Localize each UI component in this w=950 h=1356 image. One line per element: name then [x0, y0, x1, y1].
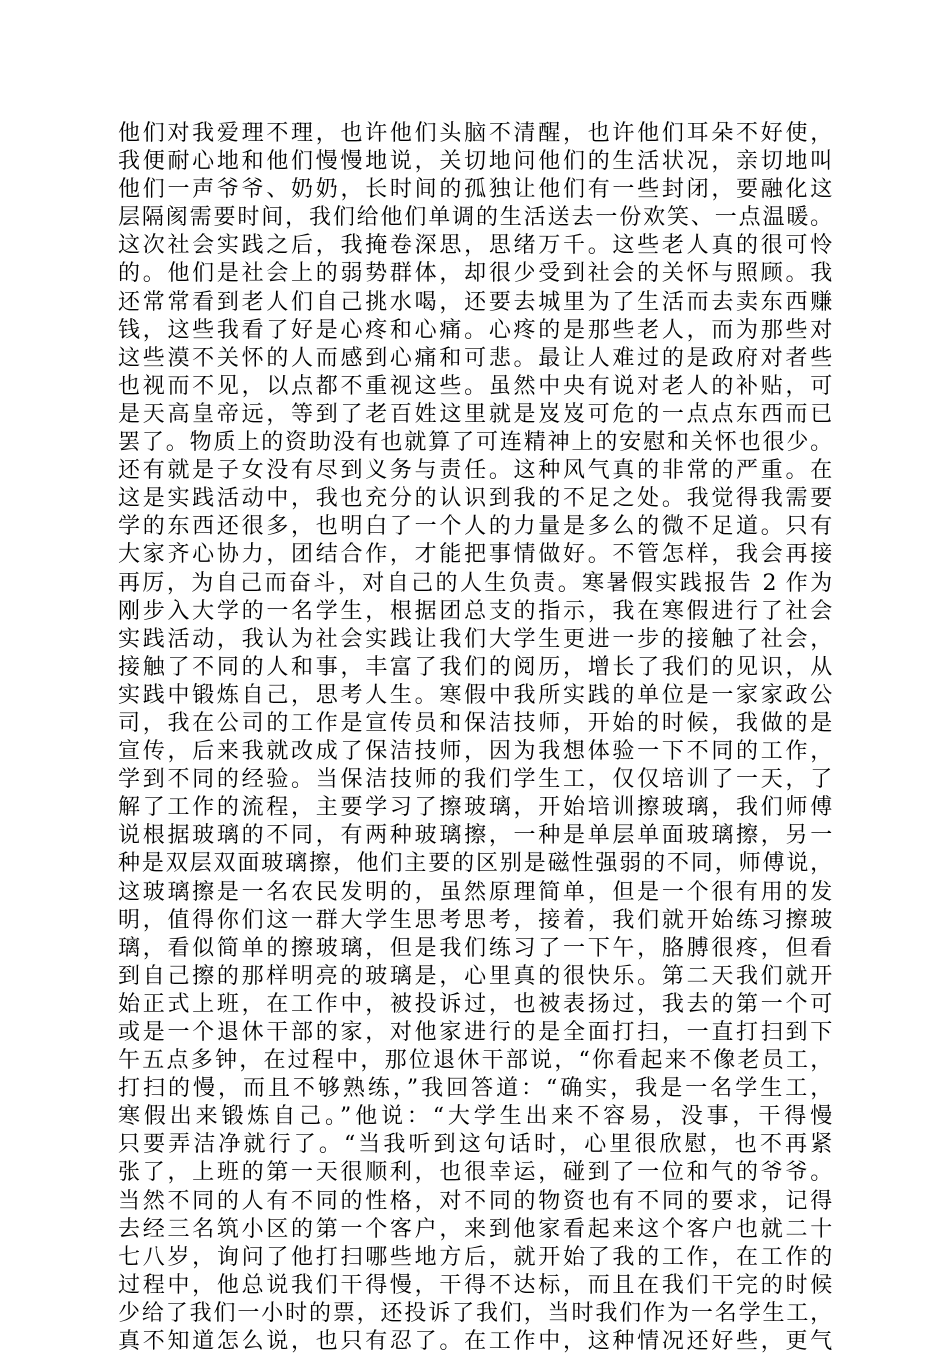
text-line: 还有就是子女没有尽到义务与责任。这种风气真的非常的严重。在	[118, 458, 832, 484]
text-line: 少给了我们一小时的票，还投诉了我们，当时我们作为一名学生工，	[118, 1300, 832, 1326]
text-line: 当然不同的人有不同的性格，对不同的物资也有不同的要求，记得	[118, 1188, 832, 1214]
text-line: 钱，这些我看了好是心疼和心痛。心疼的是那些老人，而为那些对	[118, 317, 832, 343]
text-line: 张了，上班的第一天很顺利，也很幸运，碰到了一位和气的爷爷。	[118, 1160, 832, 1186]
text-line: 再厉，为自己而奋斗，对自己的人生负责。寒暑假实践报告 2 作为	[118, 570, 832, 596]
text-line: 这次社会实践之后，我掩卷深思，思绪万千。这些老人真的很可怜	[118, 233, 832, 259]
text-line: 是天高皇帝远，等到了老百姓这里就是岌岌可危的一点点东西而已	[118, 401, 832, 427]
text-line: 的。他们是社会上的弱势群体，却很少受到社会的关怀与照顾。我	[118, 261, 832, 287]
text-line: 到自己擦的那样明亮的玻璃是，心里真的很快乐。第二天我们就开	[118, 963, 832, 989]
text-line: 说根据玻璃的不同，有两种玻璃擦，一种是单层单面玻璃擦，另一	[118, 823, 832, 849]
text-line: 接触了不同的人和事，丰富了我们的阅历，增长了我们的见识，从	[118, 654, 832, 680]
text-line: 司，我在公司的工作是宣传员和保洁技师，开始的时候，我做的是	[118, 710, 832, 736]
text-line: 刚步入大学的一名学生，根据团总支的指示，我在寒假进行了社会	[118, 598, 832, 624]
text-line: 他们一声爷爷、奶奶，长时间的孤独让他们有一些封闭，要融化这	[118, 177, 832, 203]
text-line: 学的东西还很多，也明白了一个人的力量是多么的微不足道。只有	[118, 514, 832, 540]
text-line: 也视而不见，以点都不重视这些。虽然中央有说对老人的补贴，可	[118, 373, 832, 399]
text-line: 实践活动，我认为社会实践让我们大学生更进一步的接触了社会，	[118, 626, 832, 652]
text-line: 午五点多钟，在过程中，那位退休干部说，“你看起来不像老员工，	[118, 1048, 832, 1074]
text-line: 寒假出来锻炼自己。”他说：“大学生出来不容易，没事，干得慢	[118, 1104, 832, 1130]
text-line: 种是双层双面玻璃擦，他们主要的区别是磁性强弱的不同，师傅说，	[118, 851, 832, 877]
text-line: 这是实践活动中，我也充分的认识到我的不足之处。我觉得我需要	[118, 486, 832, 512]
text-line: 过程中，他总说我们干得慢，干得不达标，而且在我们干完的时候	[118, 1272, 832, 1298]
text-line: 学到不同的经验。当保洁技师的我们学生工，仅仅培训了一天，了	[118, 767, 832, 793]
text-line: 真不知道怎么说，也只有忍了。在工作中，这种情况还好些，更气	[118, 1329, 832, 1355]
text-line: 璃，看似简单的擦玻璃，但是我们练习了一下午，胳膊很疼，但看	[118, 935, 832, 961]
text-line: 我便耐心地和他们慢慢地说，关切地问他们的生活状况，亲切地叫	[118, 149, 832, 175]
text-line: 宣传，后来我就改成了保洁技师，因为我想体验一下不同的工作，	[118, 739, 832, 765]
text-line: 只要弄洁净就行了。“当我听到这句话时，心里很欣慰，也不再紧	[118, 1132, 832, 1158]
text-line: 或是一个退休干部的家，对他家进行的是全面打扫，一直打扫到下	[118, 1020, 832, 1045]
text-line: 他们对我爱理不理，也许他们头脑不清醒，也许他们耳朵不好使，	[118, 121, 832, 146]
text-line: 大家齐心协力，团结合作，才能把事情做好。不管怎样，我会再接	[118, 542, 832, 568]
text-line: 解了工作的流程，主要学习了擦玻璃，开始培训擦玻璃，我们师傅	[118, 795, 832, 821]
text-line: 始正式上班，在工作中，被投诉过，也被表扬过，我去的第一个可	[118, 991, 832, 1017]
text-line: 打扫的慢，而且不够熟练，”我回答道：“确实，我是一名学生工，	[118, 1076, 832, 1102]
text-line: 这些漠不关怀的人而感到心痛和可悲。最让人难过的是政府对者些	[118, 345, 832, 371]
body-text	[118, 120, 832, 1356]
text-line: 去经三名筑小区的第一个客户，来到他家看起来这个客户也就二十	[118, 1216, 832, 1242]
text-line: 这玻璃擦是一名农民发明的，虽然原理简单，但是一个很有用的发	[118, 879, 832, 905]
text-line: 罢了。物质上的资助没有也就算了可连精神上的安慰和关怀也很少。	[118, 430, 832, 456]
text-line: 实践中锻炼自己，思考人生。寒假中我所实践的单位是一家家政公	[118, 682, 832, 708]
text-line: 七八岁，询问了他打扫哪些地方后，就开始了我的工作，在工作的	[118, 1244, 832, 1270]
text-line: 明，值得你们这一群大学生思考思考，接着，我们就开始练习擦玻	[118, 907, 832, 933]
text-line: 层隔阂需要时间，我们给他们单调的生活送去一份欢笑、一点温暖。	[118, 205, 832, 231]
text-line: 还常常看到老人们自己挑水喝，还要去城里为了生活而去卖东西赚	[118, 289, 832, 315]
